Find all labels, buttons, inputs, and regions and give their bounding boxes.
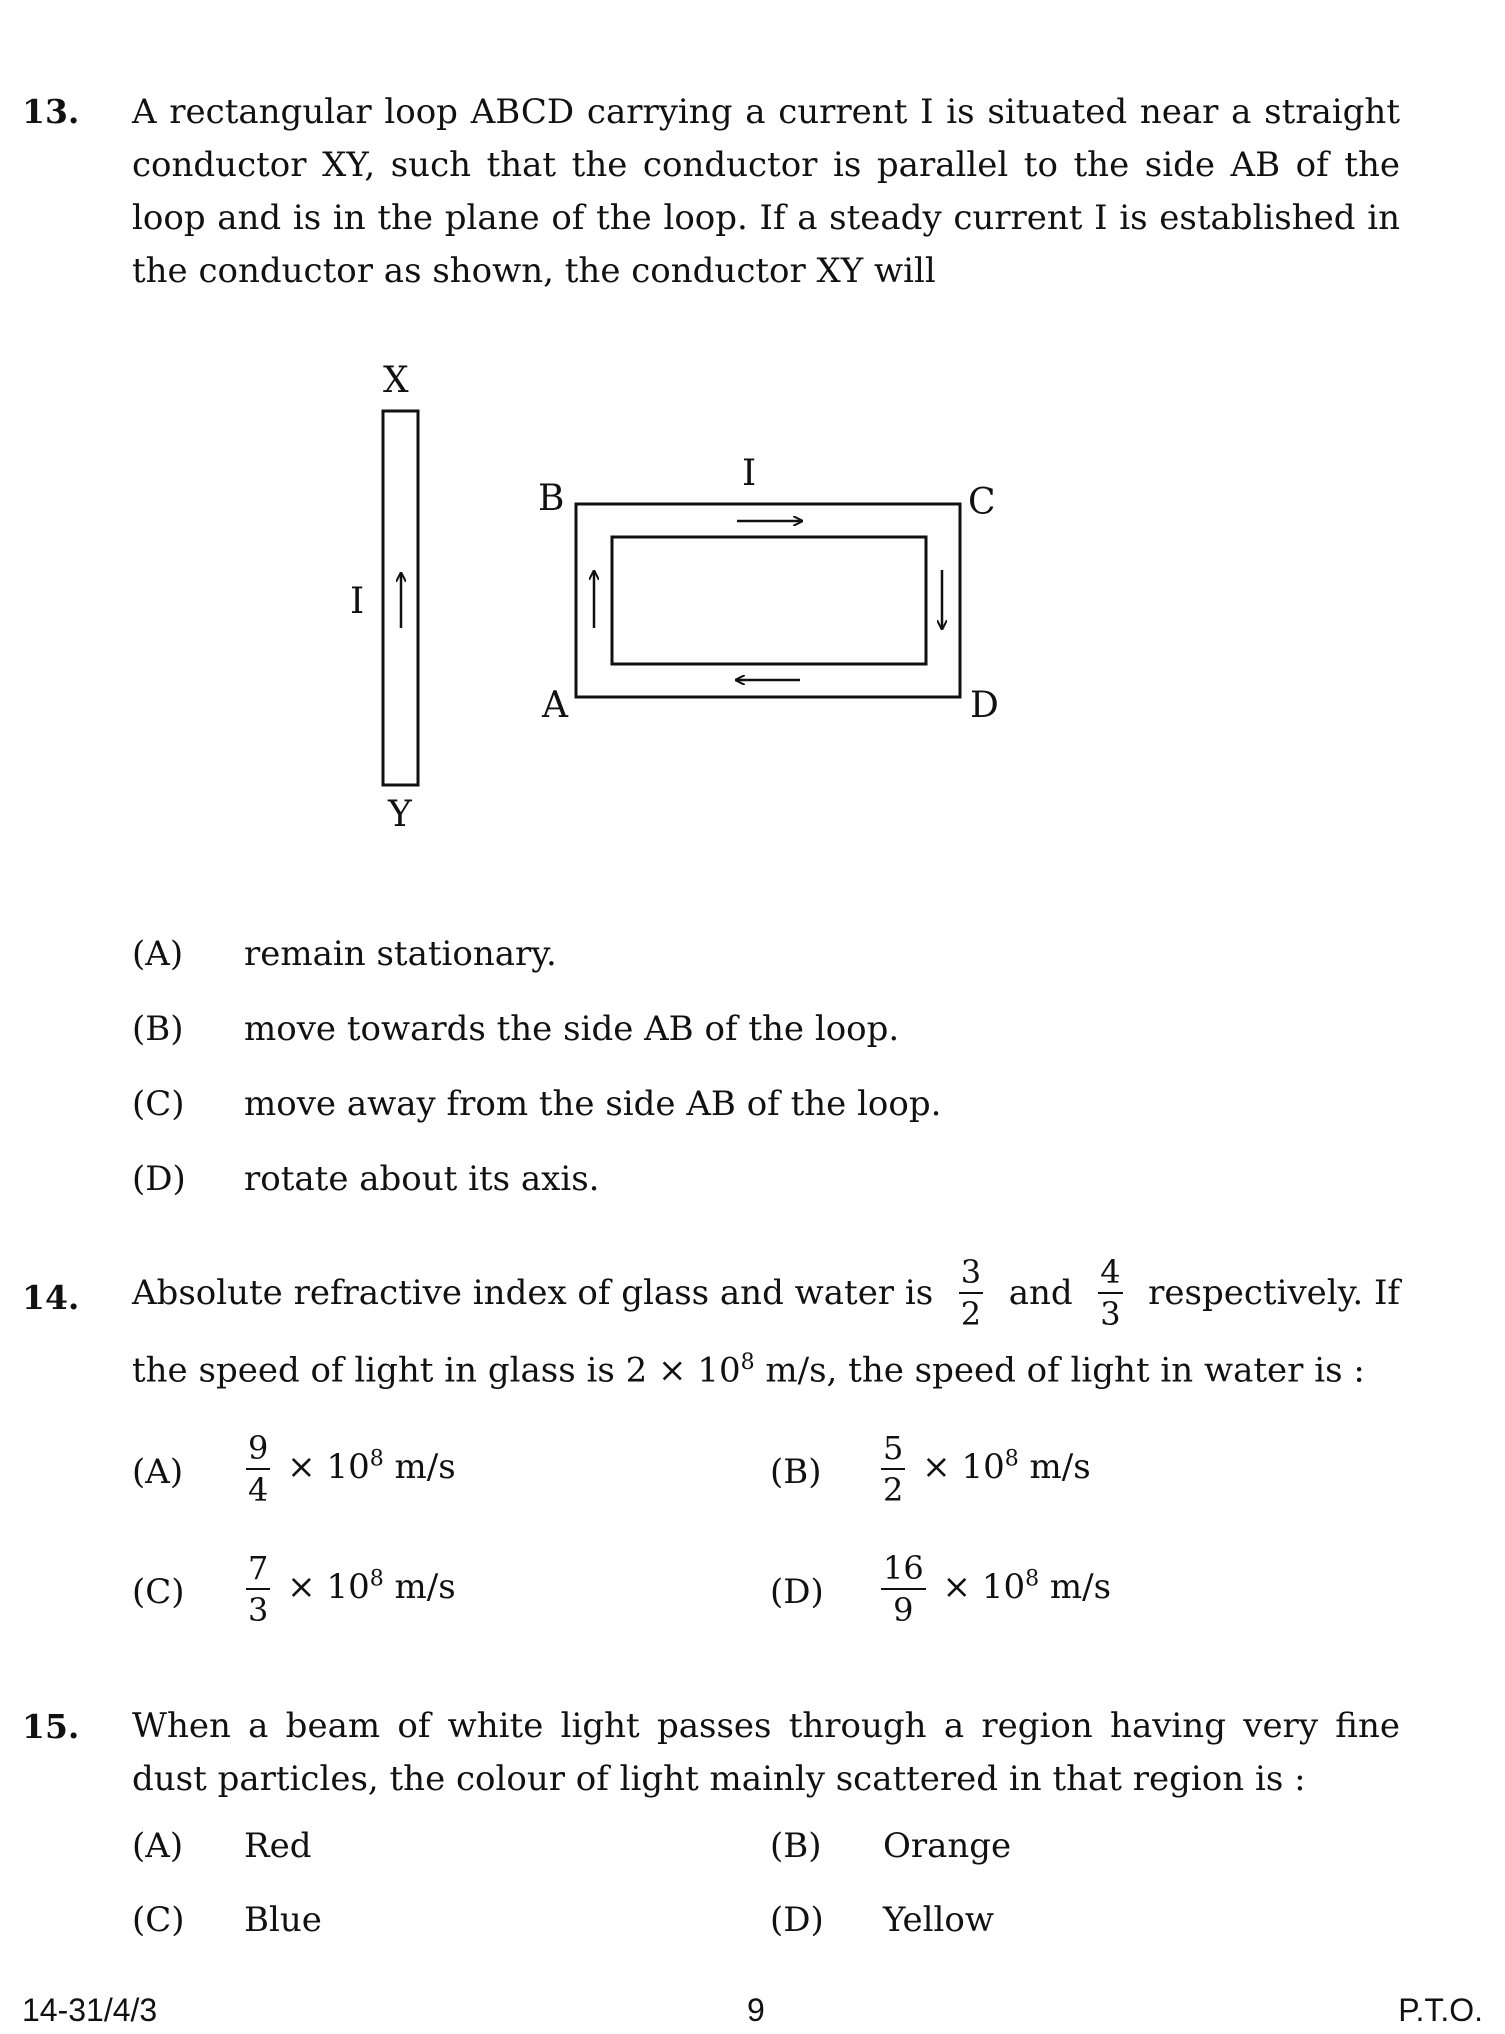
exponent: 8 — [1004, 1446, 1019, 1472]
fraction-denominator: 2 — [883, 1471, 904, 1509]
q13-option-c-label: (C) — [132, 1084, 185, 1124]
q13-option-a-text: remain stationary. — [244, 934, 557, 974]
q15-option-d-label: (D) — [770, 1900, 824, 1940]
times-ten: × 10 — [287, 1447, 370, 1487]
question-13-line-2: conductor XY, such that the conductor is parallel to the side AB of the — [132, 145, 1400, 185]
fraction-numerator: 3 — [959, 1256, 983, 1294]
footer-pto: P.T.O. — [1398, 1992, 1483, 2028]
loop-label-b: B — [538, 478, 565, 519]
loop-inner — [612, 537, 926, 664]
footer-paper-code: 14-31/4/3 — [22, 1992, 158, 2028]
q14-option-d-label: (D) — [770, 1572, 824, 1612]
q15-option-b-label: (B) — [770, 1826, 822, 1866]
q13-option-c-text: move away from the side AB of the loop. — [244, 1084, 942, 1124]
question-15-line-2: dust particles, the colour of light mainly scattered in that region is : — [132, 1759, 1306, 1799]
loop-label-a: A — [542, 685, 568, 726]
q14-text-part-1: Absolute refractive index of glass and water is — [132, 1273, 934, 1313]
q14-option-c-value — [240, 1549, 456, 1629]
fraction-numerator: 5 — [881, 1432, 905, 1470]
fraction-numerator: 7 — [246, 1552, 270, 1590]
q15-option-c-label: (C) — [132, 1900, 185, 1940]
fraction — [881, 1549, 926, 1629]
fraction-denominator: 2 — [960, 1295, 982, 1333]
fraction — [246, 1549, 270, 1629]
times-ten: × 10 — [942, 1567, 1026, 1607]
exponent: 8 — [369, 1446, 384, 1472]
q15-option-a-text: Red — [244, 1826, 312, 1866]
q14-option-a-value — [240, 1429, 456, 1509]
question-15-number: 15. — [22, 1707, 80, 1746]
question-13-line-3: loop and is in the plane of the loop. If a steady current I is established in — [132, 198, 1400, 238]
fraction-numerator: 9 — [246, 1432, 270, 1470]
q14-option-d-value — [875, 1549, 1112, 1629]
fraction-denominator: 9 — [893, 1591, 914, 1629]
question-13-line-1: A rectangular loop ABCD carrying a current I is situated near a straight — [132, 92, 1400, 132]
fraction-denominator: 3 — [248, 1591, 269, 1629]
q13-option-a-label: (A) — [132, 934, 184, 974]
q15-option-a-label: (A) — [132, 1826, 184, 1866]
q14-option-b-label: (B) — [770, 1452, 822, 1492]
footer-page-number: 9 — [747, 1992, 765, 2028]
q14-line2-part-2: m/s, the speed of light in water is : — [754, 1350, 1365, 1391]
question-14-line-2 — [132, 1350, 1400, 1391]
q14-option-a-label: (A) — [132, 1452, 184, 1492]
loop-label-d: D — [970, 685, 999, 726]
fraction-numerator: 16 — [881, 1552, 926, 1590]
question-14-line-1 — [132, 1253, 1400, 1333]
question-15-line-1: When a beam of white light passes through a region having very fine — [132, 1706, 1400, 1746]
wire-label-x: X — [383, 360, 409, 401]
fraction-water-index — [1098, 1253, 1122, 1333]
q14-exponent: 8 — [740, 1350, 755, 1375]
unit: m/s — [383, 1567, 456, 1607]
wire-label-y: Y — [388, 794, 412, 835]
exponent: 8 — [1025, 1566, 1040, 1592]
unit: m/s — [383, 1447, 456, 1487]
q13-option-d-text: rotate about its axis. — [244, 1159, 600, 1199]
q15-option-c-text: Blue — [244, 1900, 322, 1940]
q13-option-b-label: (B) — [132, 1009, 184, 1049]
q13-option-b-text: move towards the side AB of the loop. — [244, 1009, 900, 1049]
unit: m/s — [1039, 1567, 1112, 1607]
times-ten: × 10 — [287, 1567, 370, 1607]
exponent: 8 — [369, 1566, 384, 1592]
fraction-numerator: 4 — [1098, 1256, 1122, 1294]
loop-current-label: I — [742, 453, 757, 494]
q15-option-b-text: Orange — [883, 1826, 1012, 1866]
q14-option-b-value — [875, 1429, 1091, 1509]
q15-option-d-text: Yellow — [883, 1900, 994, 1940]
q14-text-part-2: and — [1008, 1273, 1073, 1313]
q14-text-part-3: respectively. If — [1148, 1273, 1400, 1313]
times-ten: × 10 — [922, 1447, 1005, 1487]
wire-current-label: I — [350, 581, 365, 622]
unit: m/s — [1018, 1447, 1091, 1487]
question-13-number: 13. — [22, 92, 80, 131]
loop-outer — [576, 504, 960, 697]
question-13-line-4: the conductor as shown, the conductor XY will — [132, 251, 936, 291]
question-15-text — [132, 1700, 1400, 1806]
fraction — [246, 1429, 270, 1509]
loop-label-c: C — [968, 482, 996, 523]
q13-option-d-label: (D) — [132, 1159, 186, 1199]
question-14-number: 14. — [22, 1278, 80, 1317]
fraction-glass-index — [959, 1253, 983, 1333]
fraction-denominator: 3 — [1100, 1295, 1121, 1333]
q14-option-c-label: (C) — [132, 1572, 185, 1612]
fraction-denominator: 4 — [248, 1471, 269, 1509]
q14-line2-part-1: the speed of light in glass is 2 × 10 — [132, 1350, 741, 1391]
fraction — [881, 1429, 905, 1509]
